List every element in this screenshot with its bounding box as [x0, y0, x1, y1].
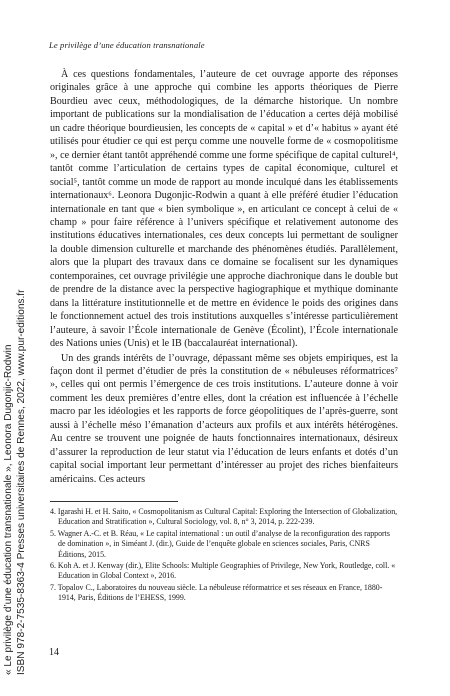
running-head: Le privilège d’une éducation transnationale: [49, 40, 205, 50]
paragraph-1: À ces questions fondamentales, l’auteure de cet ouvrage apporte des réponses originales grâce à une approche qui combine les apports théoriques de Pierre Bourdieu avec ceux, méthodologiques, de la démarche historique. Un nombre important de publications sur la mondialisation de l’éducation a certes déjà mobilisé un cadre théorique bourdieusien, les concepts de « capital » et d’« habitus » ayant été utilisés pour étudier ce qui est perçu comme une nouvelle forme de « cosmopolitisme », ce dernier étant tantôt appréhendé comme une forme spécifique de capital culturel⁴, tantôt comme l’articulation de certains types de capital économique, culturel et social⁵, tantôt comme un mode de rapport au monde inculqué dans les établissements internationaux⁶. Leonora Dugonjic-Rodwin a quant à elle préféré étudier l’éducation internationale en tant que « bien symbolique », en articulant ce concept à celui de « champ » pour faire référence à l’univers spécifique et relativement autonome des institutions éducatives internationales, ces deux concepts lui permettant de souligner la double dimension culturelle et marchande des phénomènes étudiés. Parallèlement, alors que la plupart des travaux dans ce domaine se focalisent sur les dynamiques contemporaines, cet ouvrage privilégie une approche diachronique dans le double but de prendre de la distance avec la perspective hagiographique et mythique dominante dans la littérature institutionnelle et de mettre en évidence le poids des origines dans le fonctionnement actuel des trois institutions auxquelles s’intéresse particulièrement l’auteure, à savoir l’École internationale de Genève (Écolint), l’École internationale des Nations unies (Unis) et le IB (baccalauréat international).: [50, 69, 398, 350]
footnote-4: 4. Igarashi H. et H. Saito, « Cosmopolitanism as Cultural Capital: Exploring the Intersection of Globalization, Education and Stratification », Cultural Sociology, vol. 8, n° 3, 2014, p. 222-239.: [50, 507, 398, 527]
paragraph-2: Un des grands intérêts de l’ouvrage, dépassant même ses objets empiriques, est la façon dont il permet d’étudier de près la constitution de « nébuleuses réformatrices⁷ », celles qui ont permis l’émergence de ces trois institutions. L’auteure donne à voir comment les deux premières d’entre elles, dont la création est influencée à l’échelle macro par les idéologies et les rapports de force géopolitiques de l’après-guerre, sont aussi à l’échelle méso l’émanation d’acteurs aux profils et aux intérêts hétérogènes. Au centre se trouvent une poignée de hauts fonctionnaires internationaux, désireux d’assurer la reproduction de leur statut via l’éducation de leurs enfants et dotés d’un capital social important leur permettant d’intéresser au projet des riches bienfaiteurs américains. Ces acteurs: [50, 352, 398, 485]
side-credit-line-2: ISBN 978-2-7535-8363-4 Presses universitaires de Rennes, 2022, www.pur-editions.fr: [15, 289, 27, 675]
footnote-7: 7. Topalov C., Laboratoires du nouveau siècle. La nébuleuse réformatrice et ses réseaux en France, 1880-1914, Paris, Éditions de l’EHESS, 1999.: [50, 582, 383, 603]
footnotes: [50, 501, 398, 605]
side-credit: [3, 35, 39, 675]
footnote-6: 6. Koh A. et J. Kenway (dir.), Elite Schools: Multiple Geographies of Privilege, New York, Routledge, coll. « Education in Global Context », 2016.: [50, 561, 396, 581]
page-number: 14: [49, 647, 59, 658]
body-text: [50, 68, 398, 487]
footnote-5: 5. Wagner A.-C. et B. Réau, « Le capital international : un outil d’analyse de la reconfiguration des rapports de domination », in Siméant J. (dir.), Guide de l’enquête globale en sciences sociales, Paris, CNRS Éditions, 2015.: [50, 528, 390, 559]
footnote-rule: [50, 501, 178, 502]
side-credit-line-1: « Le privilège d’une éducation transnationale », Leonora Dugonjic-Rodwin: [3, 344, 14, 675]
